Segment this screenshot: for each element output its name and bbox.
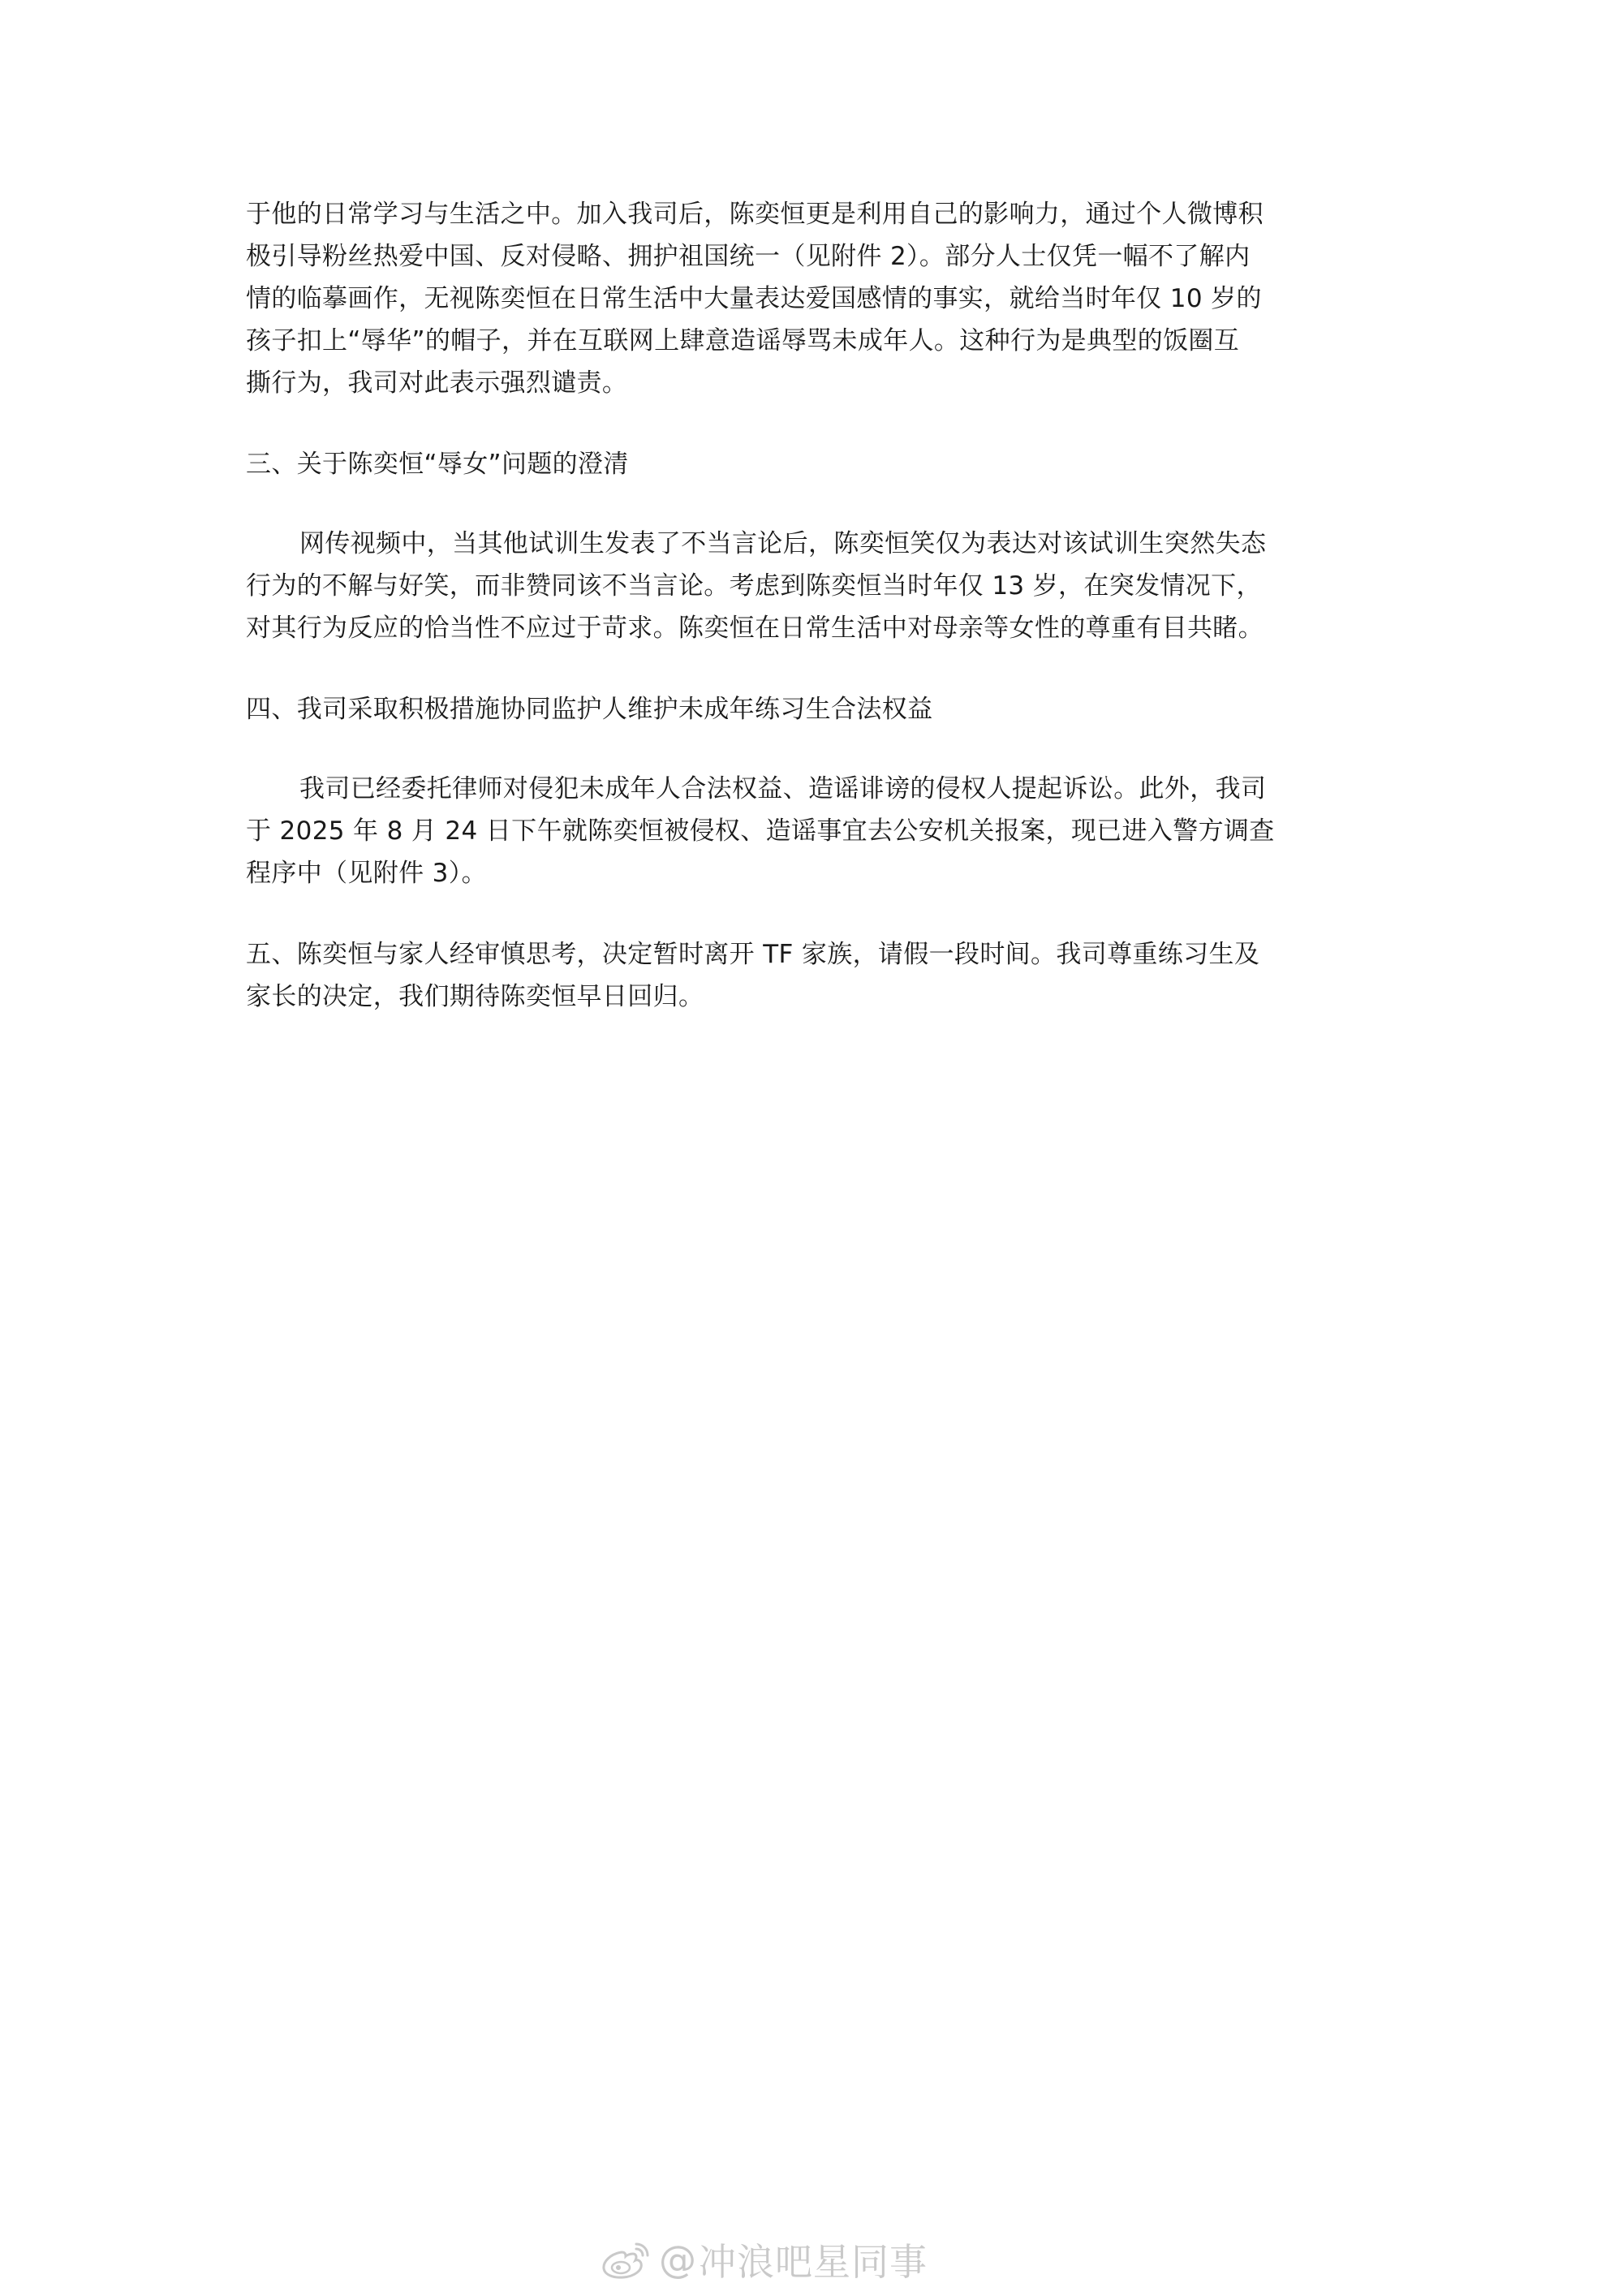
text-line: 行为的不解与好笑，而非赞同该不当言论。考虑到陈奕恒当时年仅 13 岁，在突发情况下， — [246, 571, 1262, 601]
text-line: 撕行为，我司对此表示强烈谴责。 — [246, 368, 628, 398]
text-line: 程序中（见附件 3）。 — [246, 859, 487, 888]
section-heading-3 — [246, 443, 1378, 485]
heading-text: 四、我司采取积极措施协同监护人维护未成年练习生合法权益 — [246, 695, 933, 724]
text-line: 孩子扣上“辱华”的帽子，并在互联网上肆意造谣辱骂未成年人。这种行为是典型的饭圈互 — [246, 326, 1240, 355]
text-line: 于他的日常学习与生活之中。加入我司后，陈奕恒更是利用自己的影响力，通过个人微博积 — [246, 200, 1264, 229]
text-line: 极引导粉丝热爱中国、反对侵略、拥护祖国统一（见附件 2）。部分人士仅凭一幅不了解内 — [246, 242, 1251, 271]
watermark-at: @ — [659, 2238, 697, 2281]
section-heading-4 — [246, 688, 1378, 730]
section-5-paragraph — [246, 933, 1378, 1018]
text-line: 我司已经委托律师对侵犯未成年人合法权益、造谣诽谤的侵权人提起诉讼。此外，我司 — [299, 774, 1267, 803]
watermark-account: 冲浪吧星同事 — [699, 2240, 928, 2284]
paragraph-legal-action — [246, 768, 1378, 894]
paragraph-clarification — [246, 523, 1378, 649]
text-line: 网传视频中，当其他试训生发表了不当言论后，陈奕恒笑仅为表达对该试训生突然失态 — [299, 529, 1267, 558]
weibo-watermark — [601, 2230, 928, 2289]
heading-text: 三、关于陈奕恒“辱女”问题的澄清 — [246, 450, 629, 479]
paragraph-patriotism — [246, 193, 1378, 404]
text-line: 于 2025 年 8 月 24 日下午就陈奕恒被侵权、造谣事宜去公安机关报案，现已进入警方调查 — [246, 816, 1275, 846]
text-line: 五、陈奕恒与家人经审慎思考，决定暂时离开 TF 家族，请假一段时间。我司尊重练习生及 — [246, 940, 1260, 969]
text-line: 家长的决定，我们期待陈奕恒早日回归。 — [246, 982, 704, 1011]
text-line: 对其行为反应的恰当性不应过于苛求。陈奕恒在日常生活中对母亲等女性的尊重有目共睹。 — [246, 614, 1264, 643]
document-body — [246, 193, 1378, 1018]
text-line: 情的临摹画作，无视陈奕恒在日常生活中大量表达爱国感情的事实，就给当时年仅 10 岁的 — [246, 284, 1262, 313]
weibo-icon — [601, 2239, 651, 2280]
